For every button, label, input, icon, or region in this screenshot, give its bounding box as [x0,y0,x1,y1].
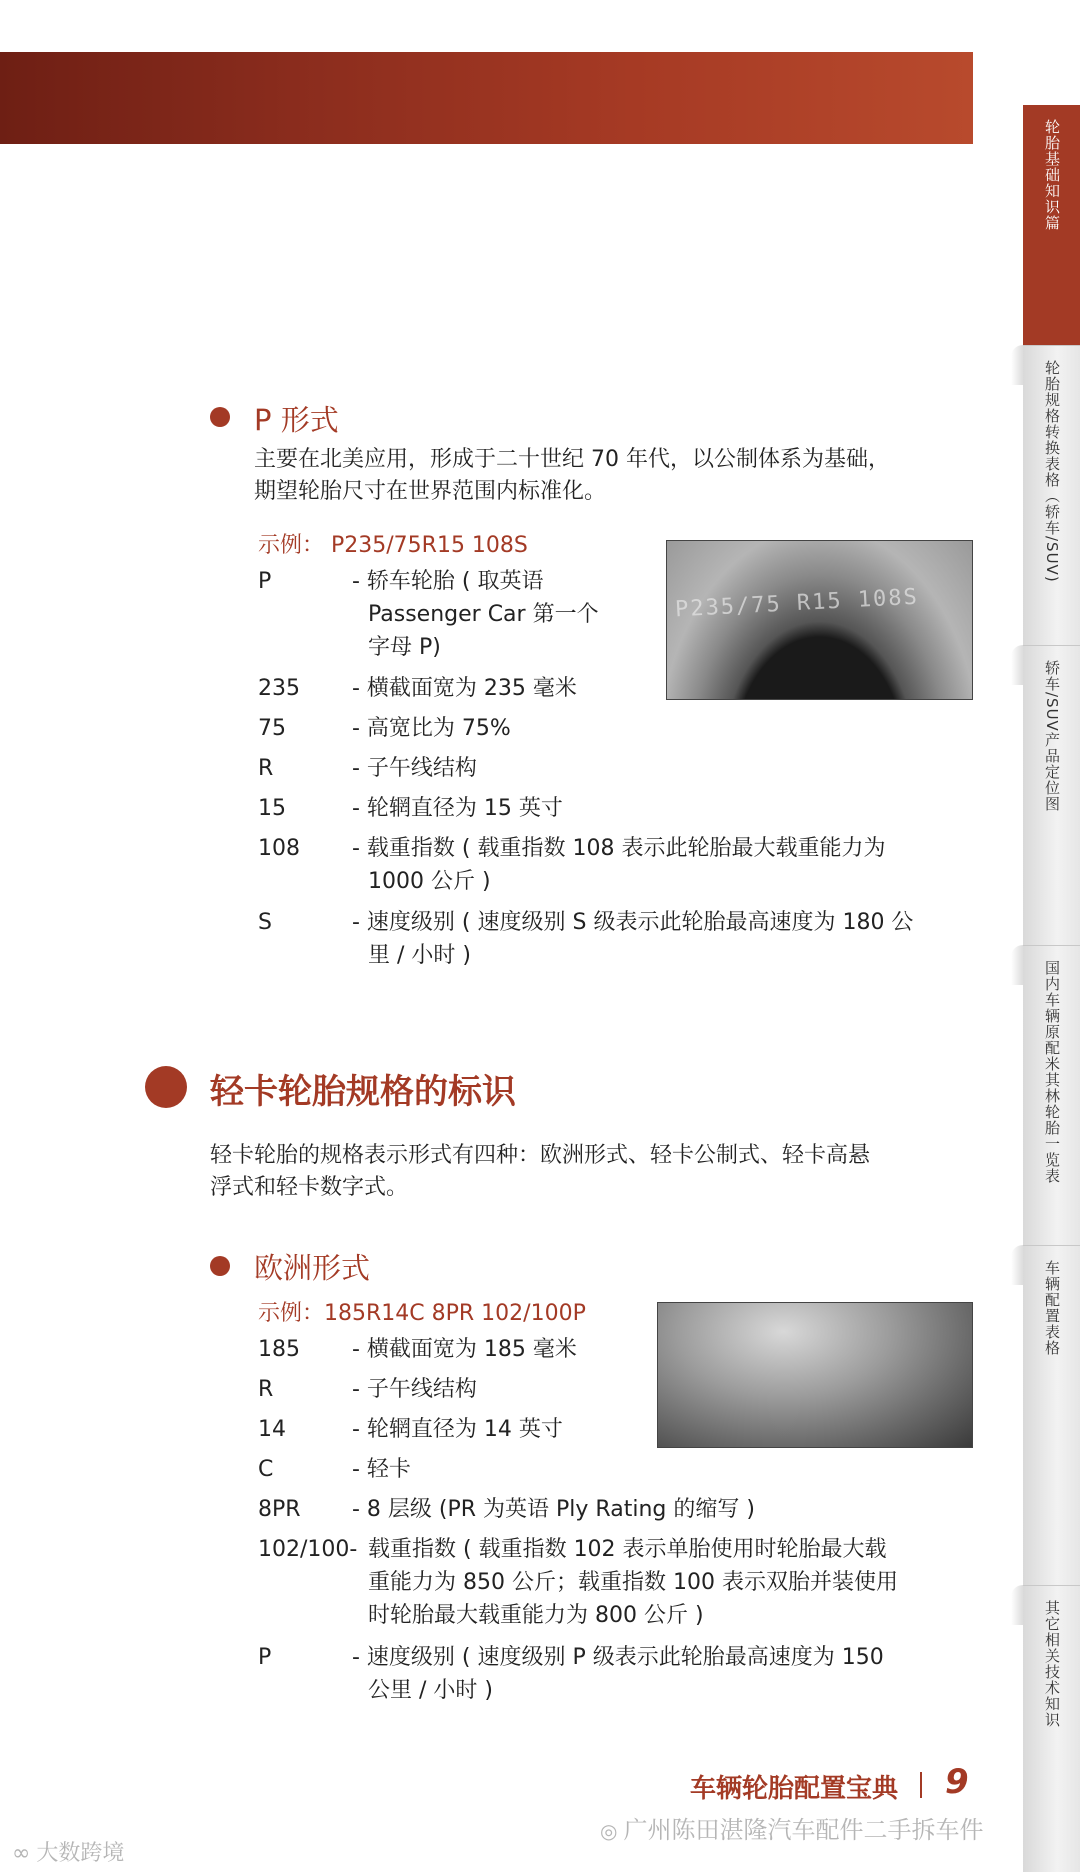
watermark-corner-text: 大数跨境 [36,1841,125,1866]
spec-desc: 公里 / 小时 ) [368,1678,493,1703]
tire-sidewall-photo-p [666,540,973,700]
spec-desc: - 速度级别 ( 速度级别 P 级表示此轮胎最高速度为 150 [352,1645,884,1670]
tab-size-conversion[interactable]: 轮胎规格转换表格（轿车/SUV) [1023,345,1080,645]
spec-code: 75 [258,716,286,741]
spec-desc: - 子午线结构 [352,1377,477,1402]
tab-other-tech[interactable]: 其它相关技术知识 [1023,1585,1080,1872]
spec-desc: 1000 公斤 ) [368,869,491,894]
spec-desc: 字母 P) [368,635,441,660]
spec-code: R [258,1377,274,1402]
light-truck-intro-line2: 浮式和轻卡数字式。 [210,1175,409,1200]
spec-code: 15 [258,796,286,821]
spec-code: P [258,569,272,594]
tire-marking-text: P235/75 R15 108S [674,584,920,623]
spec-desc: 载重指数 ( 载重指数 102 表示单胎使用时轮胎最大载 [368,1537,887,1562]
p-form-intro-line1: 主要在北美应用，形成于二十世纪 70 年代，以公制体系为基础， [254,447,890,472]
spec-desc: - 轻卡 [352,1457,411,1482]
european-form-example: 示例：185R14C 8PR 102/100P [258,1301,586,1326]
spec-desc: - 横截面宽为 235 毫米 [352,676,577,701]
spec-code: 14 [258,1417,286,1442]
spec-desc: - 轮辋直径为 14 英寸 [352,1417,563,1442]
footer-book-title: 车辆轮胎配置宝典 [689,1774,898,1804]
spec-code: 108 [258,836,300,861]
spec-code: 102/100- [258,1537,358,1562]
spec-desc: - 速度级别 ( 速度级别 S 级表示此轮胎最高速度为 180 公 [352,910,914,935]
spec-code: C [258,1457,274,1482]
section-title-light-truck: 轻卡轮胎规格的标识 [210,1072,516,1112]
spec-desc: Passenger Car 第一个 [368,602,599,627]
spec-desc: - 载重指数 ( 载重指数 108 表示此轮胎最大载重能力为 [352,836,886,861]
spec-code: R [258,756,274,781]
side-tab-strip [1023,0,1080,1872]
spec-code: 235 [258,676,300,701]
spec-desc: - 子午线结构 [352,756,477,781]
tire-sidewall-photo-eu [657,1302,973,1448]
footer-divider [920,1772,922,1798]
spec-code: 185 [258,1337,300,1362]
spec-desc: 重能力为 850 公斤；载重指数 100 表示双胎并装使用 [368,1570,898,1595]
wechat-icon: ◎ [600,1819,618,1843]
section-bullet [210,407,230,427]
tab-oe-tire-list[interactable]: 国内车辆原配米其林轮胎一览表 [1023,945,1080,1245]
spec-desc: - 轮辋直径为 15 英寸 [352,796,563,821]
watermark-corner [12,1836,124,1867]
logo-icon: ∞ [12,1841,31,1866]
header-banner [0,52,973,144]
tab-product-positioning[interactable]: 轿车/SUV产品定位图 [1023,645,1080,945]
section-bullet-large [145,1066,187,1108]
spec-desc: - 高宽比为 75% [352,716,511,741]
watermark-wechat [600,1810,983,1845]
spec-code: P [258,1645,272,1670]
section-bullet [210,1256,230,1276]
p-form-example: 示例： P235/75R15 108S [258,533,528,558]
spec-desc: - 8 层级 (PR 为英语 Ply Rating 的缩写 ) [352,1497,755,1522]
section-title-european-form: 欧洲形式 [254,1251,371,1285]
light-truck-intro-line1: 轻卡轮胎的规格表示形式有四种：欧洲形式、轻卡公制式、轻卡高悬 [210,1143,871,1168]
spec-code: S [258,910,272,935]
tab-vehicle-config[interactable]: 车辆配置表格 [1023,1245,1080,1585]
spec-desc: - 轿车轮胎 ( 取英语 [352,569,544,594]
tab-tire-basics[interactable]: 轮胎基础知识篇 [1023,105,1080,345]
spec-desc: 里 / 小时 ) [368,943,471,968]
watermark-wechat-text: 广州陈田湛隆汽车配件二手拆车件 [623,1816,984,1844]
spec-desc: 时轮胎最大载重能力为 800 公斤 ) [368,1603,704,1628]
p-form-intro-line2: 期望轮胎尺寸在世界范围内标准化。 [254,479,607,504]
section-title-p-form: P 形式 [254,403,339,437]
spec-desc: - 横截面宽为 185 毫米 [352,1337,577,1362]
spec-code: 8PR [258,1497,301,1522]
page-number: 9 [945,1762,969,1802]
